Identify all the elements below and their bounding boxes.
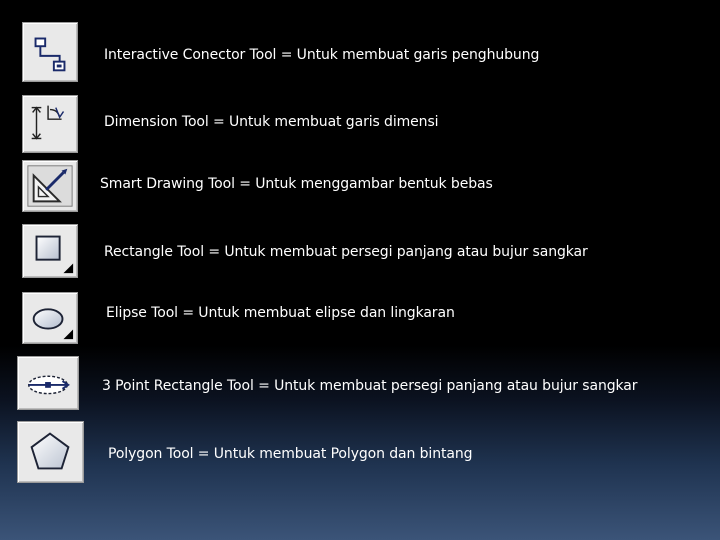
three-point-rectangle-icon[interactable] (17, 356, 79, 410)
smart-drawing-icon[interactable] (22, 160, 78, 212)
tool-description: Rectangle Tool = Untuk membuat persegi panjang atau bujur sangkar (104, 244, 588, 260)
tool-row-rectangle (0, 224, 720, 286)
tool-description: Dimension Tool = Untuk membuat garis dimensi (104, 114, 439, 130)
tool-row-connector (0, 22, 720, 84)
tool-row-ellipse (0, 292, 720, 354)
tool-description: Polygon Tool = Untuk membuat Polygon dan bintang (108, 446, 473, 462)
tool-row-polygon (0, 421, 720, 483)
tool-description: 3 Point Rectangle Tool = Untuk membuat persegi panjang atau bujur sangkar (102, 378, 638, 394)
polygon-icon[interactable] (17, 421, 84, 483)
rectangle-icon[interactable] (22, 224, 78, 278)
ellipse-icon[interactable] (22, 292, 78, 344)
tool-description: Elipse Tool = Untuk membuat elipse dan lingkaran (106, 305, 455, 321)
tool-row-smart-drawing (0, 160, 720, 222)
dimension-icon[interactable] (22, 95, 78, 153)
tool-row-dimension (0, 95, 720, 157)
tool-description: Smart Drawing Tool = Untuk menggambar bentuk bebas (100, 176, 493, 192)
tool-row-three-point-rectangle (0, 356, 720, 418)
connector-icon[interactable] (22, 22, 78, 82)
tool-description: Interactive Conector Tool = Untuk membuat garis penghubung (104, 47, 540, 63)
